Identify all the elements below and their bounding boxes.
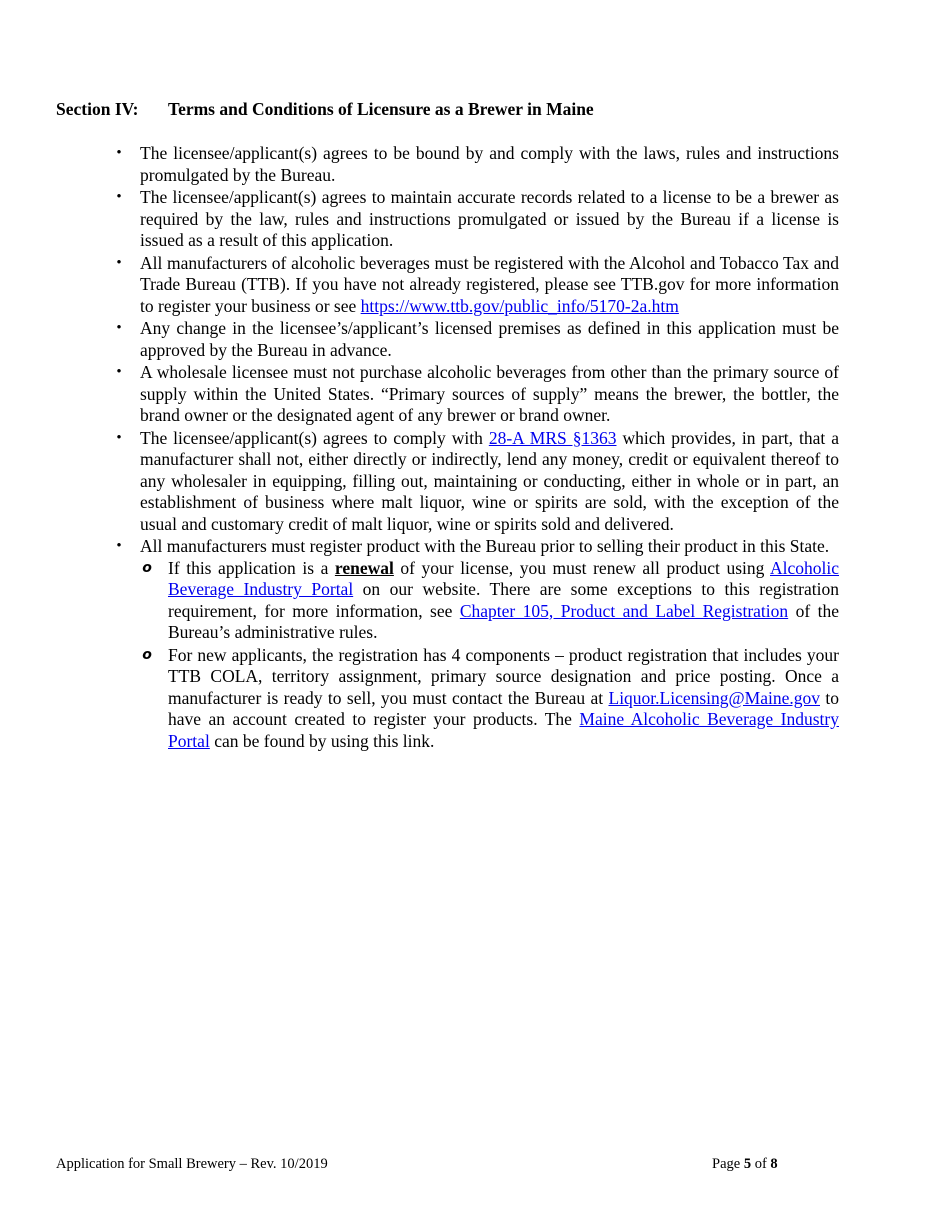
term-item bbox=[112, 143, 839, 186]
terms-list bbox=[112, 143, 839, 753]
sub-text: For new applicants, the registration has 4 components – product registration that includes your TTB COLA, territory assignment, primary source designation and price posting. Once a manufacturer is ready to sell, you must contact the Bureau at bbox=[168, 644, 839, 708]
industry-portal-link[interactable]: Alcoholic Beverage Industry Portal bbox=[168, 557, 839, 599]
term-text: All manufacturers must register product with the Bureau prior to selling their product in this State. bbox=[140, 536, 830, 556]
sub-bullet-icon: o bbox=[142, 559, 152, 576]
page-total: 8 bbox=[770, 1156, 778, 1172]
page-word: Page bbox=[712, 1156, 744, 1172]
sub-text: to have an account created to register your products. The bbox=[168, 687, 839, 729]
renewal-emphasis: renewal bbox=[334, 557, 394, 578]
term-item bbox=[112, 187, 839, 252]
bullet-icon: • bbox=[116, 145, 122, 161]
sub-text: of the Bureau’s administrative rules. bbox=[168, 600, 840, 642]
term-text: The licensee/applicant(s) agrees to be bound by and comply with the laws, rules and instructions promulgated by the Bureau. bbox=[140, 143, 839, 185]
chapter-105-link[interactable]: Chapter 105, Product and Label Registration bbox=[459, 600, 789, 621]
sub-bullet-icon: o bbox=[142, 646, 152, 663]
product-registration-sublist bbox=[140, 558, 839, 753]
bullet-icon: • bbox=[116, 538, 122, 554]
section-title: Terms and Conditions of Licensure as a Brewer in Maine bbox=[168, 99, 594, 119]
sub-text: If this application is a bbox=[168, 557, 335, 578]
maine-portal-link[interactable]: Maine Alcoholic Beverage Industry Portal bbox=[168, 709, 839, 751]
term-item bbox=[112, 362, 839, 427]
sub-text: of your license, you must renew all product using bbox=[393, 557, 770, 578]
page-current: 5 bbox=[743, 1156, 752, 1172]
of-word: of bbox=[751, 1156, 771, 1172]
bullet-icon: • bbox=[116, 429, 122, 446]
term-text: The licensee/applicant(s) agrees to comply with bbox=[140, 427, 489, 448]
term-text: which provides, in part, that a manufacturer shall not, either directly or indirectly, lend any money, credit or equivalent thereof to any wholesaler in equipping, filling out, maintaining or conducting, either in whole or in part, an establishment of business where malt liquor, wine or spirits are sold, with the exception of the usual and customary credit of malt liquor, wine or spirits sold and delivered. bbox=[140, 427, 839, 534]
bullet-icon: • bbox=[116, 364, 122, 380]
term-item bbox=[112, 536, 839, 752]
term-text: The licensee/applicant(s) agrees to maintain accurate records related to a license to be a brewer as required by the law, rules and instructions promulgated or issued by the Bureau if a license is issued as a result of this application. bbox=[140, 187, 839, 250]
sub-text: can be found by using this link. bbox=[209, 730, 435, 751]
footer-form-name: Application for Small Brewery – Rev. 10/2019 bbox=[56, 1156, 328, 1172]
bullet-icon: • bbox=[116, 320, 122, 336]
sub-item bbox=[140, 558, 839, 644]
term-text: A wholesale licensee must not purchase alcoholic beverages from other than the primary source of supply within the United States. “Primary sources of supply” means the brewer, the bottler, the brand owner or the designated agent of any brewer or brand owner. bbox=[140, 362, 839, 425]
statute-link[interactable]: 28-A MRS §1363 bbox=[488, 427, 617, 448]
section-number: Section IV: bbox=[56, 99, 139, 119]
ttb-registration-link[interactable]: https://www.ttb.gov/public_info/5170-2a.htm bbox=[360, 295, 679, 316]
term-item bbox=[112, 428, 839, 536]
sub-text: on our website. There are some exceptions to this registration requirement, for more information, see bbox=[168, 579, 839, 621]
term-text: All manufacturers of alcoholic beverages must be registered with the Alcohol and Tobacco Tax and Trade Bureau (TTB). If you have not already registered, please see TTB.gov for more information to register your business or see bbox=[140, 252, 839, 316]
sub-item bbox=[140, 645, 839, 753]
term-item bbox=[112, 318, 839, 361]
licensing-email-link[interactable]: Liquor.Licensing@Maine.gov bbox=[608, 687, 820, 708]
footer-page-number bbox=[712, 1156, 778, 1173]
term-text: Any change in the licensee’s/applicant’s licensed premises as defined in this application must be approved by the Bureau in advance. bbox=[140, 318, 839, 360]
section-heading bbox=[56, 98, 594, 120]
bullet-icon: • bbox=[116, 254, 122, 271]
bullet-icon: • bbox=[116, 189, 122, 205]
term-item bbox=[112, 253, 839, 318]
